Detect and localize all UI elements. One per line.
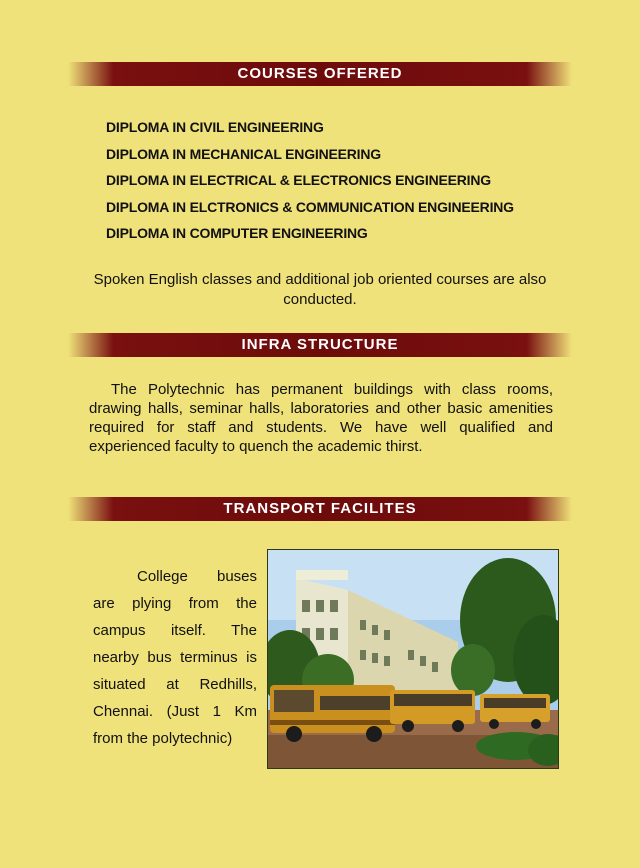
infra-description: The Polytechnic has permanent buildings with class rooms, drawing halls, seminar halls, laboratories and other basic amenities required for staff and students. We have well qualified and experienced faculty to quench the academic thirst. xyxy=(89,381,553,455)
course-item: DIPLOMA IN MECHANICAL ENGINEERING xyxy=(106,145,381,162)
courses-header-band xyxy=(68,62,572,86)
courses-title: COURSES OFFERED xyxy=(237,65,403,82)
transport-title: TRANSPORT FACILITES xyxy=(223,500,417,517)
campus-buses-photo xyxy=(267,549,559,769)
course-item: DIPLOMA IN CIVIL ENGINEERING xyxy=(106,119,324,135)
course-item: DIPLOMA IN ELCTRONICS & COMMUNICATION ENGINEERING xyxy=(106,198,514,215)
transport-description: College buses are plying from the campus itself. The nearby bus terminus is situated at Redhills, Chennai. (Just 1 Km from the polytechnic) xyxy=(93,568,257,747)
course-item: DIPLOMA IN ELECTRICAL & ELECTRONICS ENGINEERING xyxy=(106,172,491,188)
infra-header-band xyxy=(68,333,572,357)
courses-list xyxy=(106,117,514,250)
courses-note: Spoken English classes and additional job oriented courses are also conducted. xyxy=(93,271,547,308)
transport-header-band xyxy=(68,497,572,521)
course-item: DIPLOMA IN COMPUTER ENGINEERING xyxy=(106,225,368,241)
infra-title: INFRA STRUCTURE xyxy=(241,336,399,353)
